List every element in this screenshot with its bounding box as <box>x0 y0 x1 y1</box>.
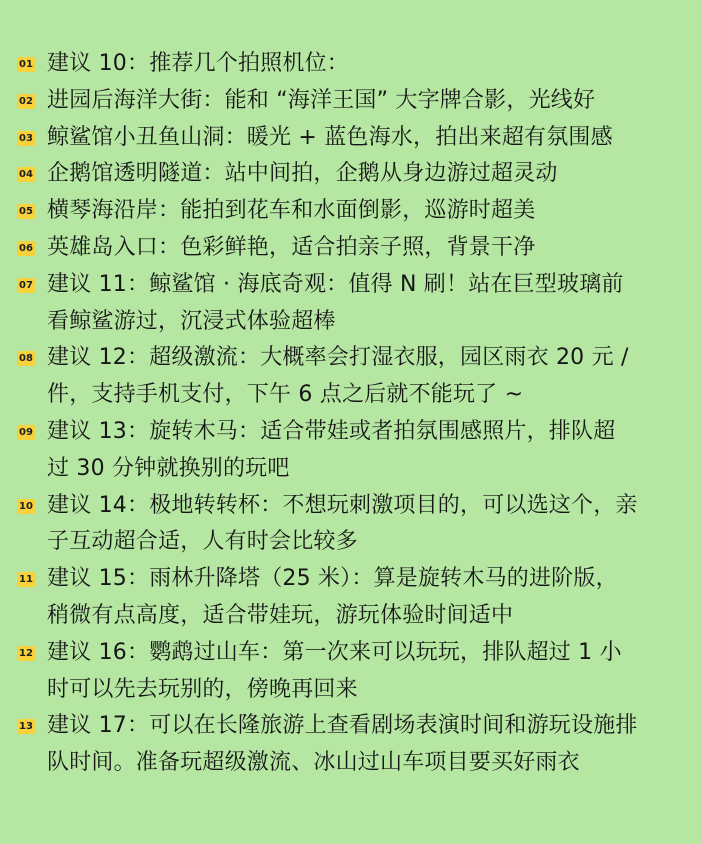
item-text: 建议 11：鲸鲨馆 · 海底奇观：值得 N 刷！站在巨型玻璃前 看鲸鲨游过，沉浸式体验超棒 <box>47 271 624 334</box>
item-text: 建议 17：可以在长隆旅游上查看剧场表演时间和游玩设施排 队时间。准备玩超级激流、冰山过山车项目要买好雨衣 <box>47 713 638 776</box>
list-item <box>0 193 702 230</box>
list-item <box>0 561 702 635</box>
item-text: 建议 10：推荐几个拍照机位： <box>47 51 349 76</box>
list-item <box>0 708 702 782</box>
number-badge: 06 <box>17 241 35 256</box>
number-badge: 13 <box>17 719 35 734</box>
number-badge: 08 <box>17 351 35 366</box>
item-text: 建议 12：超级激流：大概率会打湿衣服，园区雨衣 20 元 / 件，支持手机支付，下午 6 点之后就不能玩了 ~ <box>47 345 629 408</box>
item-text: 建议 13：旋转木马：适合带娃或者拍氛围感照片，排队超 过 30 分钟就换别的玩吧 <box>47 418 616 481</box>
item-text: 鲸鲨馆小丑鱼山洞：暖光 + 蓝色海水，拍出来超有氛围感 <box>47 124 613 150</box>
list-item <box>0 230 702 267</box>
number-badge: 05 <box>17 204 35 219</box>
item-text: 建议 16：鹦鹉过山车：第一次来可以玩玩，排队超过 1 小 时可以先去玩别的，傍晚再回来 <box>47 639 622 702</box>
number-badge: 01 <box>17 57 35 72</box>
number-badge: 10 <box>17 499 35 514</box>
number-badge: 11 <box>17 572 35 587</box>
number-badge: 07 <box>17 278 35 293</box>
item-text: 进园后海洋大街：能和 “海洋王国” 大字牌合影，光线好 <box>47 87 596 113</box>
number-badge: 03 <box>17 131 35 146</box>
list-item <box>0 156 702 193</box>
list-item <box>0 488 702 562</box>
item-text: 建议 14：极地转转杯：不想玩刺激项目的，可以选这个，亲 子互动超合适，人有时会比较多 <box>47 492 638 555</box>
number-badge: 04 <box>17 167 35 182</box>
item-text: 英雄岛入口：色彩鲜艳，适合拍亲子照，背景干净 <box>47 234 536 260</box>
number-badge: 12 <box>17 646 35 661</box>
item-text: 建议 15：雨林升降塔（25 米）：算是旋转木马的进阶版， 稍微有点高度，适合带娃玩，游玩体验时间适中 <box>47 566 618 628</box>
list-item <box>0 340 702 414</box>
list-item <box>0 46 702 83</box>
list-item <box>0 635 702 709</box>
list-item <box>0 120 702 157</box>
list-item <box>0 414 702 488</box>
item-text: 企鹅馆透明隧道：站中间拍，企鹅从身边游过超灵动 <box>47 161 558 187</box>
list-item <box>0 267 702 341</box>
number-badge: 09 <box>17 425 35 440</box>
item-text: 横琴海沿岸：能拍到花车和水面倒影，巡游时超美 <box>47 198 536 224</box>
number-badge: 02 <box>17 94 35 109</box>
list-item <box>0 83 702 120</box>
